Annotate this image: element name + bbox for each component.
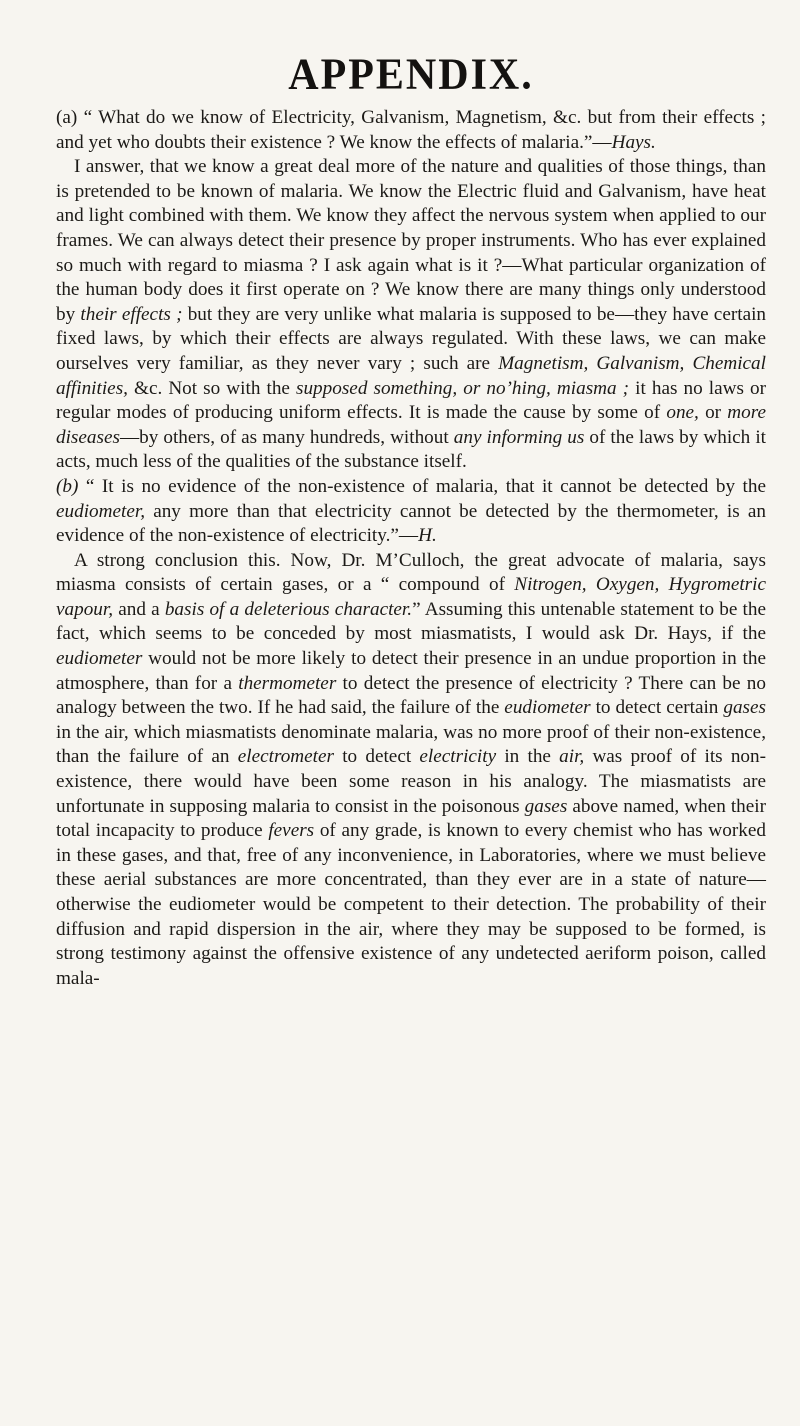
- emphasis: Nitrogen, Oxygen, Hygrometric vapour,: [56, 574, 766, 620]
- text-run: ” Assuming this untenable statement to be the fact, which seems to be conceded by most miasmatists, I would ask Dr. Hays, if the: [56, 598, 766, 645]
- text-run: was proof of its non-existence, there would have been some reason in his analogy. The miasmatists are unfortunate in supposing malaria to consist in the poisonous: [56, 746, 767, 817]
- author-hays: Hays.: [611, 131, 656, 153]
- note-label-b: (b): [56, 475, 79, 497]
- emphasis: gases: [524, 795, 568, 817]
- emphasis: eudiometer: [504, 697, 591, 719]
- emphasis: electricity: [419, 746, 497, 768]
- emphasis: one,: [666, 402, 699, 424]
- text-run: and a: [113, 598, 165, 620]
- text-run: of the laws by which it acts, much less of the qualities of the substance itself.: [56, 426, 766, 473]
- author-h: H.: [418, 525, 437, 547]
- paragraph-a: [56, 106, 766, 155]
- note-label-a: (a): [56, 107, 78, 128]
- text-run: I answer, that we know a great deal more of the nature and qualities of those things, than is pretended to be known of malaria. We know the Electric fluid and Galvanism, have heat and light combined with them. We know they affect the nervous system when applied to our frames. We can always detect their presence by proper instruments. Who has ever explained so much with regard to miasma ? I ask again what is it ?—What particular organization of the human body does it first operate on ? We know there are many things only understood by: [56, 156, 766, 325]
- text-run: of any grade, is known to every chemist who has worked in these gases, and that, free of any inconvenience, in Laboratories, where we must believe these aerial substances are more concentrated, than they ever are in a state of nature—otherwise the eudiometer would be competent to their detection. The probability of their diffusion and rapid dispersion in the air, where they may be supposed to be formed, is strong testimony against the offensive existence of any undetected aeriform poison, called mala-: [56, 820, 766, 989]
- text-run: in the: [496, 746, 560, 768]
- emphasis: Magnetism, Galvanism, Chemical affinities,: [56, 352, 766, 399]
- emphasis: basis of a deleterious character.: [164, 598, 413, 620]
- emphasis: any informing us: [453, 426, 585, 448]
- text-run: to detect the presence of electricity ? There can be no analogy between the two. If he had said, the failure of the: [56, 672, 766, 719]
- emphasis: eudiometer: [56, 648, 143, 670]
- emphasis: air,: [559, 746, 585, 768]
- emphasis: supposed something, or no’hing, miasma ;: [296, 377, 630, 399]
- text-run: or: [698, 402, 728, 424]
- emphasis: eudiometer,: [56, 500, 145, 522]
- emphasis: gases: [723, 697, 766, 719]
- text-run: to detect: [334, 746, 420, 768]
- text-run: any more than that electricity cannot be detected by the thermometer, is an evidence of the non-existence of electricity.”—: [56, 500, 766, 547]
- quote-a: “ What do we know of Electricity, Galvanism, Magnetism, &c. but from their effects ; and yet who doubts their existence ? We know the effects of malaria.”—: [56, 107, 767, 153]
- text-run: in the air, which miasmatists denominate malaria, was no more proof of their non-existence, than the failure of an: [56, 721, 766, 768]
- text-run: would not be more likely to detect their presence in an undue proportion in the atmosphere, than for a: [56, 648, 766, 694]
- text-run: to detect certain: [590, 697, 724, 719]
- text-run: —by others, of as many hundreds, without: [119, 426, 454, 448]
- text-run: &c. Not so with the: [127, 377, 296, 399]
- page-heading: APPENDIX.: [288, 50, 534, 100]
- text-run: it has no laws or regular modes of producing uniform effects. It is made the cause by some of: [56, 377, 766, 424]
- emphasis: more diseases: [56, 402, 766, 448]
- text-run: above named, when their total incapacity to produce: [56, 795, 767, 842]
- emphasis: fevers: [268, 820, 315, 842]
- emphasis: electrometer: [237, 746, 334, 768]
- paragraph-conclusion: [56, 549, 766, 992]
- text-run: A strong conclusion this. Now, Dr. M’Culloch, the great advocate of malaria, says miasma consists of certain gases, or a “ compound of: [56, 549, 766, 596]
- text-run: but they are very unlike what malaria is supposed to be—they have certain fixed laws, by which their effects are always regulated. With these laws, we can make ourselves very familiar, as they never vary ; such are: [56, 303, 767, 374]
- paragraph-b: [56, 475, 766, 549]
- paragraph-answer: [56, 155, 766, 475]
- emphasis: their effects ;: [80, 303, 183, 325]
- text-run: “ It is no evidence of the non-existence of malaria, that it cannot be detected by the: [78, 475, 766, 497]
- emphasis: thermometer: [238, 672, 337, 694]
